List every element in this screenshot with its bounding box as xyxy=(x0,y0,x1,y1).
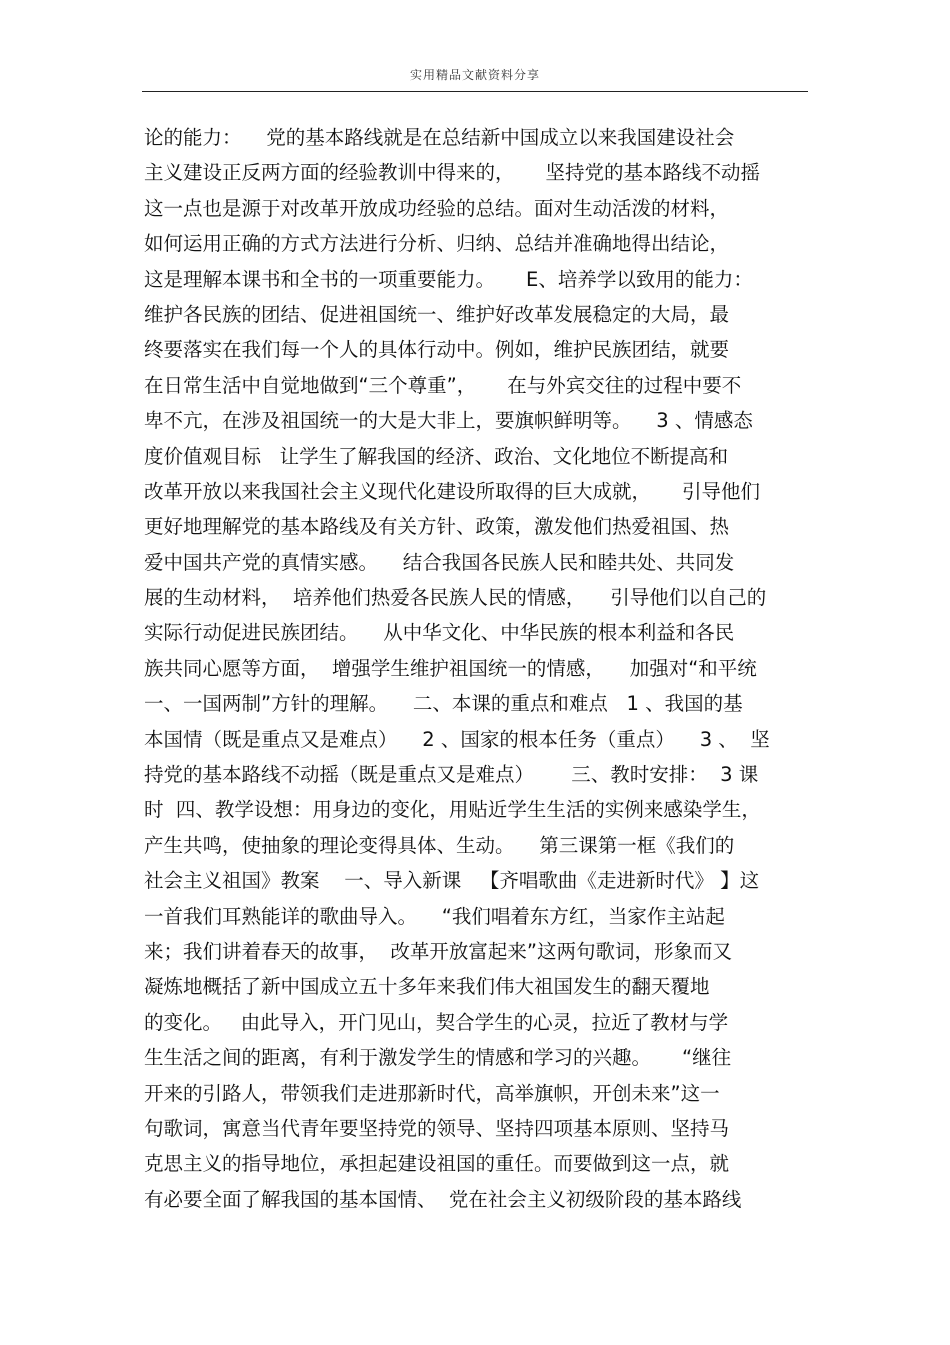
text-line: 社会主义祖国》教案 一、导入新课 【齐唱歌曲《走进新时代》 】这 xyxy=(144,869,760,893)
page-header-title: 实用精品文献资料分享 xyxy=(409,68,540,82)
text-line: 本国情（既是重点又是难点） 2 、国家的根本任务（重点） 3 、 坚 xyxy=(144,727,770,751)
text-line: 时 四、教学设想：用身边的变化，用贴近学生生活的实例来感染学生， xyxy=(144,798,761,822)
text-line: 实际行动促进民族团结。 从中华文化、中华民族的根本利益和各民 xyxy=(144,621,735,645)
text-line: 持党的基本路线不动摇（既是重点又是难点） 三、教时安排： 3 课 xyxy=(144,763,759,787)
text-line: 这是理解本课书和全书的一项重要能力。 E、培养学以致用的能力： xyxy=(144,267,753,291)
text-line: 一、一国两制”方针的理解。 二、本课的重点和难点 1 、我国的基 xyxy=(144,692,743,716)
text-line: 爱中国共产党的真情实感。 结合我国各民族人民和睦共处、共同发 xyxy=(144,550,735,574)
text-line: 论的能力： 党的基本路线就是在总结新中国成立以来我国建设社会 xyxy=(144,126,735,149)
text-line: 度价值观目标 让学生了解我国的经济、政治、文化地位不断提高和 xyxy=(144,444,729,468)
text-line: 族共同心愿等方面， 增强学生维护祖国统一的情感， 加强对“和平统 xyxy=(144,656,757,680)
text-line: 凝炼地概括了新中国成立五十多年来我们伟大祖国发生的翻天覆地 xyxy=(144,975,710,999)
text-line: 主义建设正反两方面的经验教训中得来的， 坚持党的基本路线不动摇 xyxy=(144,161,760,185)
text-line: 在日常生活中自觉地做到“三个尊重”， 在与外宾交往的过程中要不 xyxy=(144,373,742,397)
text-line: 更好地理解党的基本路线及有关方针、政策，激发他们热爱祖国、热 xyxy=(144,515,730,539)
text-line: 改革开放以来我国社会主义现代化建设所取得的巨大成就， 引导他们 xyxy=(144,479,760,503)
text-line: 的变化。 由此导入，开门见山，契合学生的心灵，拉近了教材与学 xyxy=(144,1010,729,1034)
text-line: 有必要全面了解我国的基本国情、 党在社会主义初级阶段的基本路线 xyxy=(144,1187,742,1211)
text-line: 维护各民族的团结、促进祖国统一、维护好改革发展稳定的大局，最 xyxy=(144,302,730,326)
text-line: 生生活之间的距离，有利于激发学生的情感和学习的兴趣。 “继往 xyxy=(144,1046,732,1070)
text-line: 展的生动材料， 培养他们热爱各民族人民的情感， 引导他们以自己的 xyxy=(144,586,767,610)
text-line: 这一点也是源于对改革开放成功经验的总结。面对生动活泼的材料， xyxy=(144,196,730,220)
text-line: 克思主义的指导地位，承担起建设祖国的重任。而要做到这一点，就 xyxy=(144,1152,730,1176)
text-line: 如何运用正确的方式方法进行分析、归纳、总结并准确地得出结论， xyxy=(144,232,730,256)
text-line: 来；我们讲着春天的故事， 改革开放富起来”这两句歌词，形象而又 xyxy=(144,939,732,963)
text-line: 句歌词，寓意当代青年要坚持党的领导、坚持四项基本原则、坚持马 xyxy=(144,1116,730,1140)
header-divider xyxy=(142,91,808,92)
text-line: 卑不亢，在涉及祖国统一的大是大非上，要旗帜鲜明等。 3 、情感态 xyxy=(144,409,753,433)
document-body xyxy=(144,120,824,1217)
text-line: 开来的引路人，带领我们走进那新时代，高举旗帜，开创未来”这一 xyxy=(144,1081,720,1105)
text-line: 一首我们耳熟能详的歌曲导入。 “我们唱着东方红，当家作主站起 xyxy=(144,904,725,928)
text-line: 产生共鸣，使抽象的理论变得具体、生动。 第三课第一框《我们的 xyxy=(144,833,735,857)
text-line: 终要落实在我们每一个人的具体行动中。例如，维护民族团结，就要 xyxy=(144,338,730,362)
